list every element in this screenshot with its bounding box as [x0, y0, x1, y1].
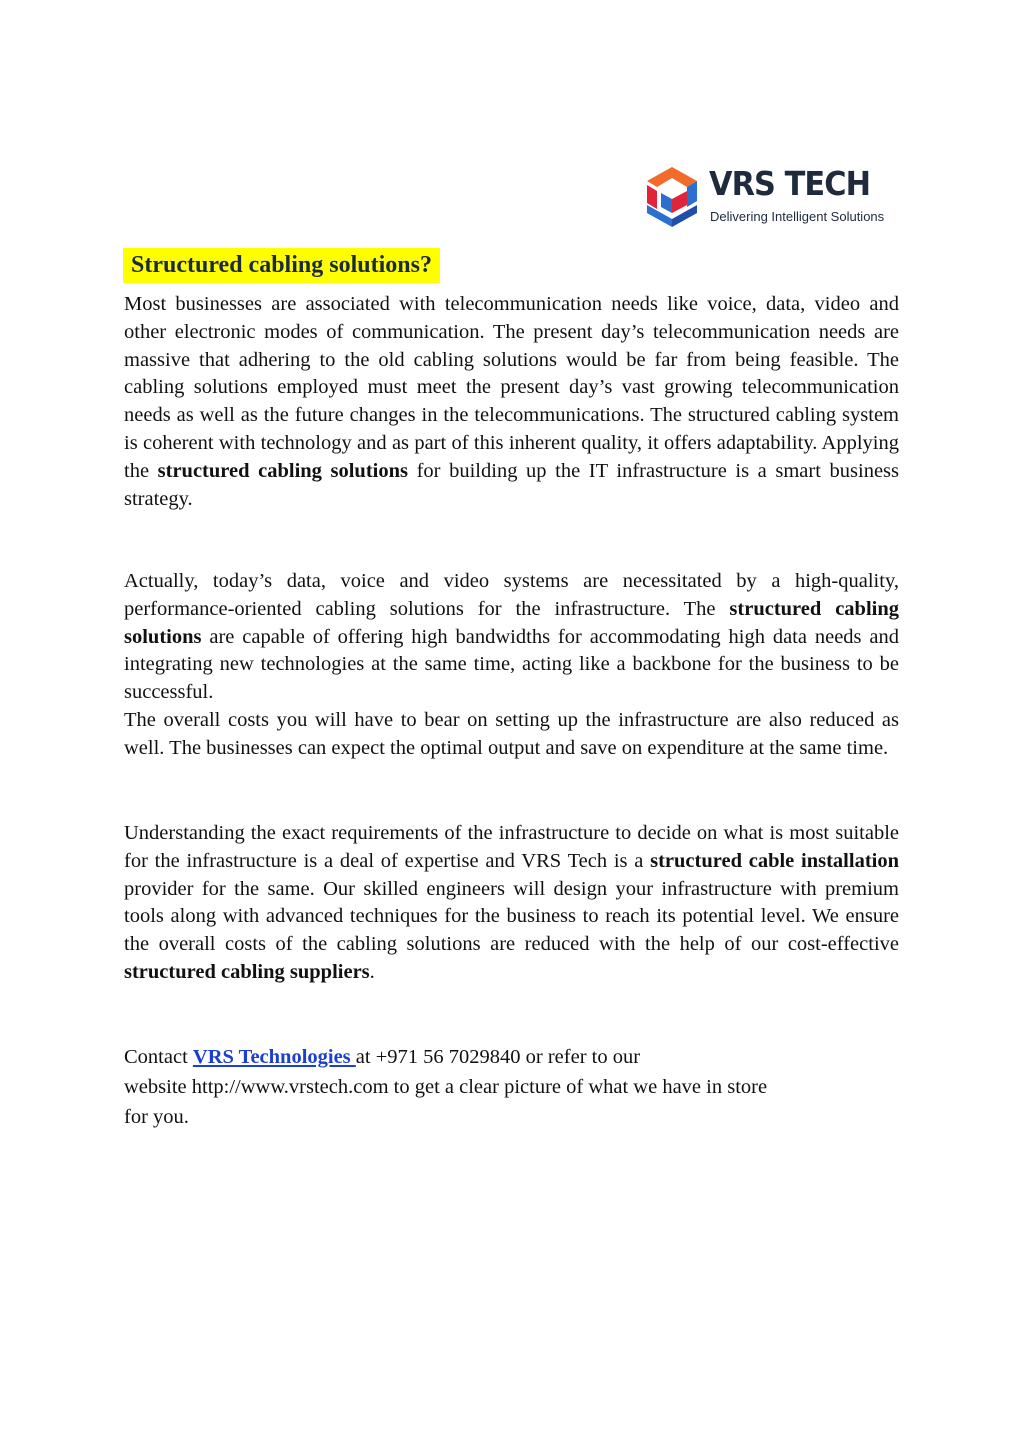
- paragraph-text: The overall costs you will have to bear on setting up the infrastructure are also reduced as well. The businesses can expect the optimal output and save on expenditure at the same time.: [124, 708, 899, 759]
- paragraph-text: .: [369, 960, 375, 983]
- logo-tagline: Delivering Intelligent Solutions: [710, 209, 885, 224]
- paragraph-benefits: [124, 568, 899, 763]
- paragraph-text: provider for the same. Our skilled engineers will design your infrastructure with premium tools along with advanced techniques for the business to reach its potential level. We ensure the overall costs of the cabling solutions are reduced with the help of our cost-effective: [124, 877, 899, 956]
- paragraph-intro: [124, 291, 899, 513]
- bold-keyword: structured cabling suppliers: [124, 960, 370, 983]
- bold-keyword: structured cabling solutions: [124, 597, 899, 648]
- logo-brand-text: VRS TECH: [709, 164, 871, 203]
- bold-keyword: structured cable installation: [650, 849, 899, 872]
- vrs-tech-logo: [643, 163, 893, 233]
- bold-keyword: structured cabling solutions: [157, 459, 408, 482]
- page-heading: Structured cabling solutions?: [123, 248, 440, 283]
- contact-paragraph: [124, 1042, 914, 1132]
- paragraph-text: are capable of offering high bandwidths for accommodating high data needs and integrating new technologies at the same time, acting like a backbone for the business to be successful.: [124, 625, 899, 704]
- paragraph-text: Understanding the exact requirements of the infrastructure to decide on what is most suitable for the infrastructure is a deal of expertise and VRS Tech is a: [124, 822, 899, 872]
- vrs-technologies-link[interactable]: VRS Technologies: [192, 1046, 356, 1068]
- cube-logo-icon: [643, 165, 701, 229]
- paragraph-text: Most businesses are associated with telecommunication needs like voice, data, video and other electronic modes of communication. The present day’s telecommunication needs are massive that adhering to the old cabling solutions would be far from being feasible. The cabling solutions employed must meet the present day’s vast growing telecommunication needs as well as the future changes in the telecommunications. The structured cabling system is coherent with technology and as part of this inherent quality, it offers adaptability. Applying the: [124, 293, 899, 482]
- paragraph-text: Actually, today’s data, voice and video systems are necessitated by a high-quality, performance-oriented cabling solutions for the infrastructure. The: [124, 570, 899, 620]
- contact-phone-text: at +971 56 7029840 or refer to our: [355, 1046, 641, 1068]
- contact-website-text: website http://www.vrstech.com to get a clear picture of what we have in store: [124, 1076, 768, 1098]
- paragraph-text: for building up the IT infrastructure is a smart business strategy.: [124, 459, 899, 510]
- contact-closing-text: for you.: [124, 1106, 189, 1128]
- contact-prefix: Contact: [124, 1046, 193, 1068]
- paragraph-expertise: [124, 820, 899, 987]
